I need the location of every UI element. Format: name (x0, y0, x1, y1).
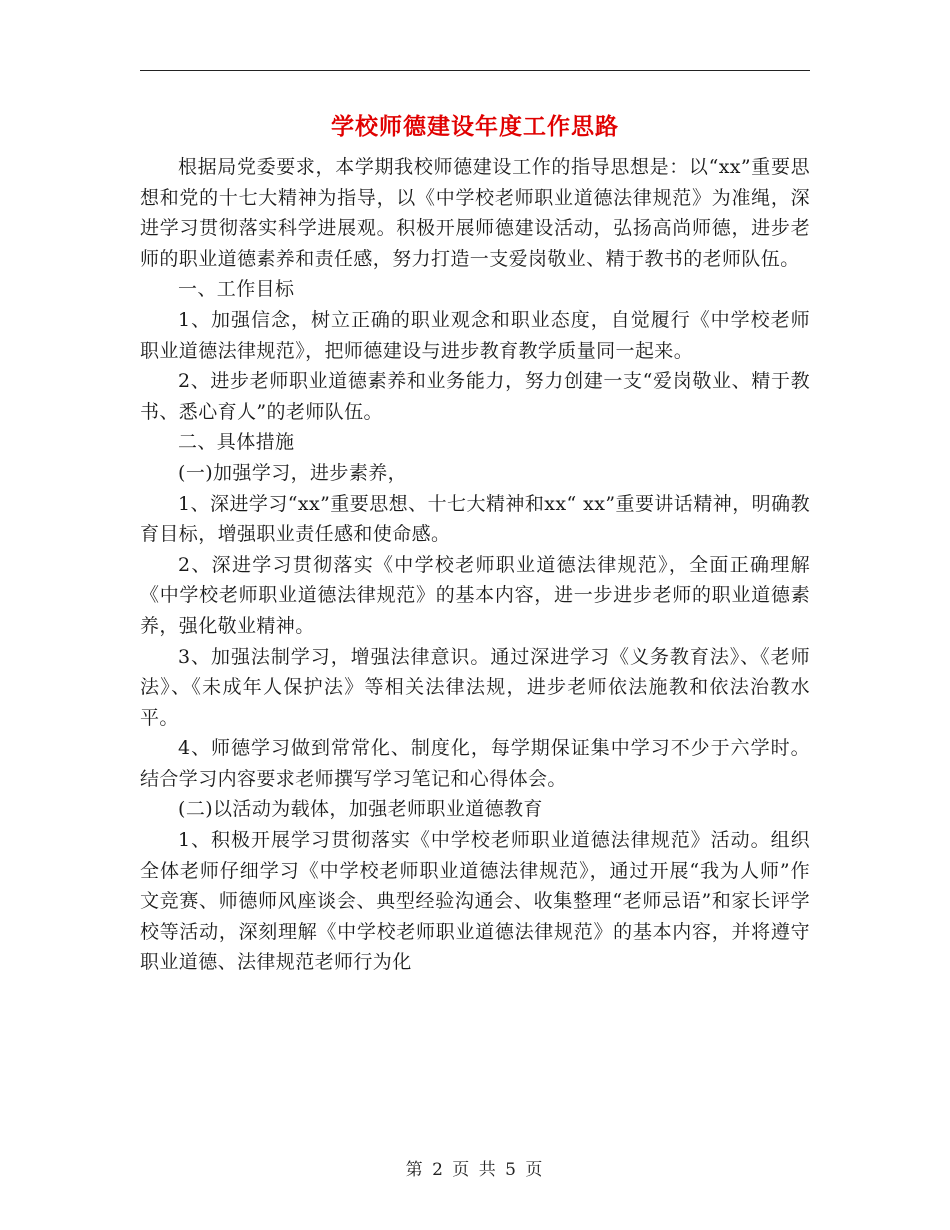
subsection-heading-activities: (二)以活动为载体，加强老师职业道德教育 (178, 798, 543, 821)
section-heading-goals: 一、工作目标 (178, 278, 295, 301)
measure-item-4: 4、师德学习做到常常化、制度化，每学期保证集中学习不少于六学时。结合学习内容要求老师撰写学习笔记和心得体会。 (140, 737, 810, 790)
document-body (140, 152, 810, 978)
goal-item-2: 2、进步老师职业道德素养和业务能力，努力创建一支“爱岗敬业、精于教书、悉心育人”的老师队伍。 (140, 370, 810, 423)
page-number-footer: 第 2 页 共 5 页 (405, 1160, 545, 1180)
goal-item-1: 1、加强信念，树立正确的职业观念和职业态度，自觉履行《中学校老师职业道德法律规范》，把师德建设与进步教育教学质量同一起来。 (140, 308, 810, 362)
paragraph-guiding-idea: 根据局党委要求，本学期我校师德建设工作的指导思想是：以“xx”重要思想和党的十七大精神为指导，以《中学校老师职业道德法律规范》为准绳，深进学习贯彻落实科学进展观。积极开展师德建设活动，弘扬高尚师德，进步老师的职业道德素养和责任感，努力打造一支爱岗敬业、精于教书的老师队伍。 (140, 156, 810, 270)
measure-item-3: 3、加强法制学习，增强法律意识。通过深进学习《义务教育法》、《老师法》、《未成年人保护法》等相关法律法规，进步老师依法施教和依法治教水平。 (140, 645, 810, 729)
header-rule (140, 70, 810, 71)
measure-item-1: 1、深进学习“xx”重要思想、十七大精神和xx“ xx”重要讲话精神，明确教育目标，增强职业责任感和使命感。 (140, 492, 810, 546)
measure-item-2: 2、深进学习贯彻落实《中学校老师职业道德法律规范》，全面正确理解《中学校老师职业道德法律规范》的基本内容，进一步进步老师的职业道德素养，强化敬业精神。 (140, 553, 810, 637)
subsection-heading-study: (一)加强学习，进步素养， (178, 461, 408, 484)
activity-item-1: 1、积极开展学习贯彻落实《中学校老师职业道德法律规范》活动。组织全体老师仔细学习《中学校老师职业道德法律规范》，通过开展“我为人师”作文竞赛、师德师风座谈会、典型经验沟通会、收集整理“老师忌语”和家长评学校等活动，深刻理解《中学校老师职业道德法律规范》的基本内容，并将遵守职业道德、法律规范老师行为化 (140, 829, 810, 974)
document-title: 学校师德建设年度工作思路 (331, 113, 619, 140)
section-heading-measures: 二、具体措施 (178, 431, 295, 454)
